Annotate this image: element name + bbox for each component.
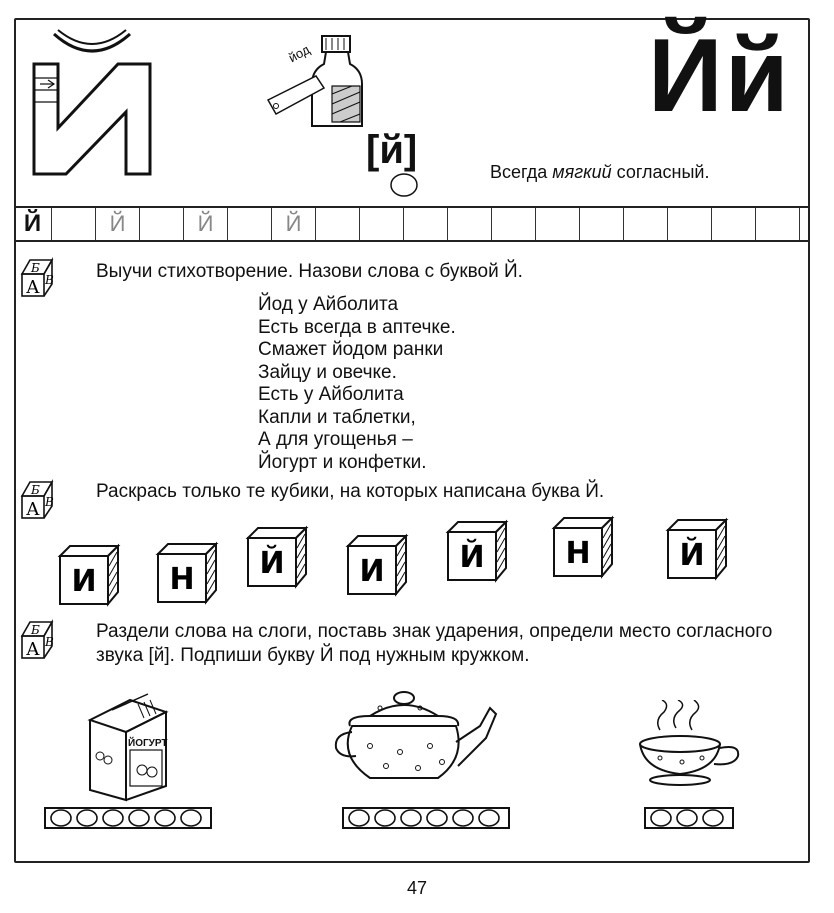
letter-cube[interactable] xyxy=(668,520,726,578)
strip-cell xyxy=(448,208,492,240)
letter-cube[interactable] xyxy=(348,536,406,594)
cube-letter: Н xyxy=(565,536,591,571)
poem-line: Йогурт и конфетки. xyxy=(258,451,427,473)
abc-cubes-icon xyxy=(20,254,84,298)
sound-notation: [й] xyxy=(366,128,418,172)
iodine-bottle-art xyxy=(262,30,382,140)
icon-letter: В xyxy=(45,635,54,649)
poem xyxy=(258,294,456,474)
strip-cell: Й xyxy=(96,208,140,240)
sound-circle xyxy=(51,810,71,826)
icon-letter: А xyxy=(26,499,40,520)
letter-cube[interactable] xyxy=(448,522,506,580)
poem-line: А для угощенья – xyxy=(258,429,413,450)
cube-letter: Н xyxy=(169,562,195,597)
cube-letter: И xyxy=(71,564,97,599)
poem-line: Йод у Айболита xyxy=(258,294,399,315)
strip-cell: Й xyxy=(272,208,316,240)
strip-cell: Й xyxy=(14,208,52,240)
cube-letter: Й xyxy=(679,538,705,573)
strip-cell xyxy=(228,208,272,240)
sound-circle xyxy=(453,810,473,826)
task-3-text: Раздели слова на слоги, поставь знак ударения, определи место согласного звука [й]. Подпиши букву Й под нужным кружком. xyxy=(96,621,773,666)
yogurt-label: ЙОГУРТ xyxy=(128,738,168,749)
letter-cube[interactable] xyxy=(248,528,306,586)
cube-letter: Й xyxy=(259,546,285,581)
sound-circle xyxy=(375,810,395,826)
sound-circle xyxy=(349,810,369,826)
sound-circle xyxy=(651,810,671,826)
icon-letter: В xyxy=(45,273,54,287)
poem-line: Зайцу и овечке. xyxy=(258,361,397,383)
cube-letter: И xyxy=(359,554,385,589)
syllable-slots-teapot xyxy=(342,806,512,832)
strip-cell xyxy=(668,208,712,240)
syllable-slots-cup xyxy=(644,806,734,832)
strip-cell: Й xyxy=(184,208,228,240)
icon-letter: Б xyxy=(31,261,40,275)
strip-cell xyxy=(624,208,668,240)
teapot-art xyxy=(330,686,510,786)
page-number: 47 xyxy=(406,878,428,898)
letter-cube[interactable] xyxy=(554,518,612,576)
strip-cell xyxy=(140,208,184,240)
sound-circle xyxy=(155,810,175,826)
icon-letter: А xyxy=(26,639,40,660)
strip-cell xyxy=(360,208,404,240)
letter-heading: Йй xyxy=(648,18,791,134)
poem-line: Есть у Айболита xyxy=(258,384,404,405)
sound-circle xyxy=(427,810,447,826)
strip-cell xyxy=(316,208,360,240)
strip-cell xyxy=(580,208,624,240)
letter-cube[interactable] xyxy=(60,546,118,604)
sound-circle xyxy=(388,172,420,198)
sound-circle xyxy=(677,810,697,826)
sound-circle xyxy=(401,810,421,826)
poem-line: Капли и таблетки, xyxy=(258,406,416,428)
tea-cup-art xyxy=(630,700,750,790)
icon-letter: А xyxy=(26,277,40,298)
sound-circle xyxy=(479,810,499,826)
strip-cell xyxy=(492,208,536,240)
writing-strip xyxy=(14,206,808,242)
sound-circle xyxy=(703,810,723,826)
abc-cubes-icon xyxy=(20,616,84,660)
poem-line: Смажет йодом ранки xyxy=(258,339,444,360)
sound-circle xyxy=(129,810,149,826)
consonant-note: Всегда мягкий согласный. xyxy=(490,162,710,182)
strip-cell xyxy=(404,208,448,240)
bottle-label: йод xyxy=(286,41,313,66)
icon-letter: В xyxy=(45,495,54,509)
strip-cell xyxy=(712,208,756,240)
icon-letter: Б xyxy=(31,483,40,497)
cube-letter: Й xyxy=(459,540,485,575)
sound-circle xyxy=(181,810,201,826)
strip-cell xyxy=(536,208,580,240)
task-1-text: Выучи стихотворение. Назови слова с буквой Й. xyxy=(96,261,523,282)
poem-line: Есть всегда в аптечке. xyxy=(258,316,456,338)
sound-circle xyxy=(103,810,123,826)
task-2-text: Раскрась только те кубики, на которых написана буква Й. xyxy=(96,481,605,502)
letter-cube[interactable] xyxy=(158,544,216,602)
outline-letter-art xyxy=(22,28,172,178)
icon-letter: Б xyxy=(31,623,40,637)
strip-cell xyxy=(756,208,800,240)
strip-cell xyxy=(52,208,96,240)
sound-circle xyxy=(77,810,97,826)
syllable-slots-yogurt xyxy=(44,806,214,832)
letter-cubes xyxy=(20,508,790,608)
